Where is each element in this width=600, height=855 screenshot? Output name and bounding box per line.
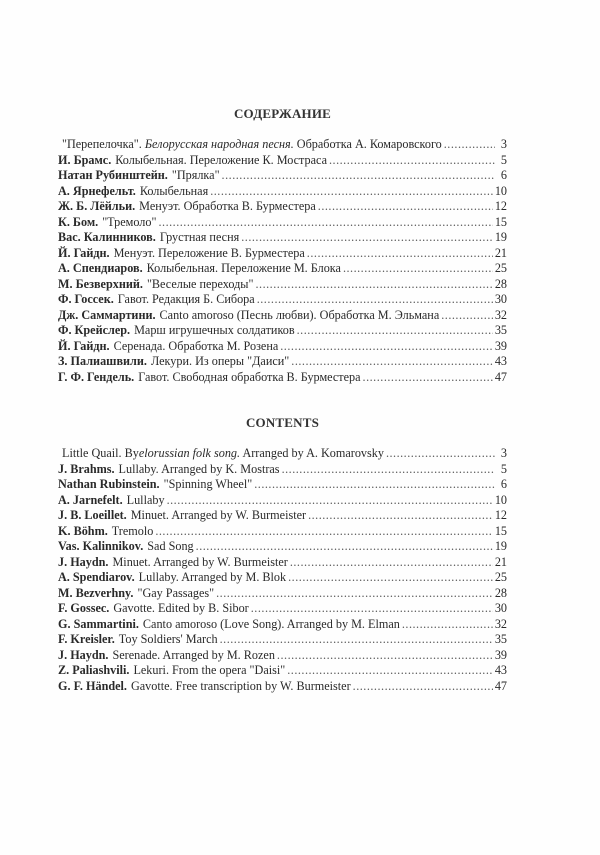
- page-number: 25: [494, 261, 507, 275]
- dot-leader: [291, 354, 493, 370]
- toc-entry: [58, 168, 507, 184]
- entry-author: G. Sammartini.: [58, 616, 139, 631]
- page-number: 19: [494, 539, 507, 553]
- toc-entry: [58, 524, 507, 540]
- toc-entry: [58, 246, 507, 262]
- toc-entry: [58, 601, 507, 617]
- entry-author: Натан Рубинштейн.: [58, 168, 168, 182]
- toc-entry: [58, 508, 507, 524]
- entry-title: Canto amoroso (Песнь любви). Обработка М. Эльмана: [159, 307, 440, 322]
- page-number: 15: [494, 523, 507, 538]
- entry-author: J. B. Loeillet.: [58, 508, 127, 522]
- entry-title: Minuet. Arranged by W. Burmeister: [112, 554, 288, 569]
- entry-title: Minuet. Arranged by W. Burmeister: [130, 508, 307, 522]
- page-number: 30: [494, 292, 507, 306]
- entry-title: "Gay Passages": [137, 585, 215, 600]
- page-number: 21: [494, 245, 507, 260]
- page-number: 10: [494, 492, 507, 507]
- entry-author: К. Бом.: [58, 214, 99, 229]
- section-heading: СОДЕРЖАНИЕ: [233, 106, 332, 121]
- toc-entry: [58, 570, 507, 586]
- entry-author: F. Gossec.: [58, 601, 110, 615]
- page-number: 30: [494, 601, 507, 615]
- page-number: 35: [494, 632, 507, 646]
- entry-title: Lekuri. From the opera "Daisi": [133, 663, 286, 677]
- entry-title: Менуэт. Переложение В. Бурместера: [113, 245, 305, 260]
- toc-entry: [58, 323, 507, 339]
- entry-italic: Белорусская народная песня.: [144, 137, 294, 151]
- toc-entry: [58, 308, 507, 324]
- toc-entry: [58, 199, 507, 215]
- entry-title: Колыбельная: [139, 183, 209, 198]
- dot-leader: [167, 493, 493, 509]
- dot-leader: [155, 524, 492, 540]
- toc-entry: [58, 477, 507, 493]
- entry-title: Лекури. Из оперы "Даиси": [150, 354, 290, 368]
- entry-title: Tremolo: [111, 523, 154, 538]
- page-number: 28: [494, 585, 507, 600]
- entry-author: M. Bezverhny.: [58, 585, 134, 600]
- page-number: 12: [494, 199, 507, 213]
- dot-leader: [210, 184, 493, 200]
- page-number: 15: [494, 214, 507, 229]
- entry-title: Lullaby. Arranged by M. Blok: [138, 570, 287, 584]
- toc-entry: [58, 261, 507, 277]
- entry-title: Gavotte. Edited by B. Sibor: [113, 601, 249, 615]
- page-number: 5: [500, 461, 507, 476]
- page-number: 32: [494, 616, 507, 631]
- toc-entry: [58, 493, 507, 509]
- entry-title: Gavotte. Free transcription by W. Burmeister: [130, 678, 351, 693]
- entry-title: "Веселые переходы": [146, 276, 254, 291]
- toc-entry: [58, 617, 507, 633]
- dot-leader: [216, 586, 493, 602]
- entry-title: Canto amoroso (Love Song). Arranged by M. Elman: [142, 616, 400, 631]
- toc-entry: [58, 648, 507, 664]
- entry-author: Г. Ф. Гендель.: [58, 369, 135, 384]
- page-number: 6: [500, 477, 507, 491]
- page-number: 10: [494, 183, 507, 198]
- entry-author: Ф. Госсек.: [58, 292, 114, 306]
- entry-title: "Прялка": [171, 168, 220, 182]
- dot-leader: [220, 632, 493, 648]
- dot-leader: [353, 679, 493, 695]
- entry-title: Serenade. Arranged by M. Rozen: [112, 647, 275, 662]
- dot-leader: [318, 199, 493, 215]
- dot-leader: [297, 323, 493, 339]
- entry-author: J. Brahms.: [58, 461, 115, 476]
- page-number: 5: [500, 152, 507, 167]
- toc-entry: [58, 679, 507, 695]
- entry-author: A. Spendiarov.: [58, 570, 135, 584]
- dot-leader: [287, 663, 493, 679]
- page-number: 35: [494, 323, 507, 337]
- dot-leader: [290, 555, 493, 571]
- entry-author: З. Палиашвили.: [58, 354, 147, 368]
- toc-entry: [58, 339, 507, 355]
- entry-title: Гавот. Редакция Б. Сибора: [117, 292, 255, 306]
- dot-leader: [329, 153, 495, 169]
- section-heading: CONTENTS: [245, 415, 320, 430]
- entry-author: Й. Гайдн.: [58, 338, 110, 353]
- toc-entry: [58, 230, 507, 246]
- entry-title: Гавот. Свободная обработка В. Бурместера: [138, 369, 361, 384]
- dot-leader: [363, 370, 493, 386]
- entry-author: А. Ярнефельт.: [58, 183, 136, 198]
- toc-entry: [58, 153, 507, 169]
- toc-entry: [58, 370, 507, 386]
- entry-author: Вас. Калинников.: [58, 230, 156, 244]
- entry-title: Серенада. Обработка М. Розена: [113, 338, 279, 353]
- page-number: 21: [494, 554, 507, 569]
- dot-leader: [308, 508, 493, 524]
- toc-entry: [58, 292, 507, 308]
- entry-title: "Spinning Wheel": [163, 477, 253, 491]
- entry-author: K. Böhm.: [58, 523, 108, 538]
- entry-author: J. Haydn.: [58, 647, 109, 662]
- toc-entry: [58, 277, 507, 293]
- toc-entry: [58, 137, 507, 153]
- dot-leader: [254, 477, 495, 493]
- entry-author: A. Jarnefelt.: [58, 492, 123, 507]
- dot-leader: [251, 601, 493, 617]
- dot-leader: [255, 277, 492, 293]
- entry-title: "Тремоло": [102, 214, 157, 229]
- entry-author: J. Haydn.: [58, 554, 109, 569]
- entry-author: Nathan Rubinstein.: [58, 477, 160, 491]
- page-number: 6: [500, 168, 507, 182]
- page-number: 12: [494, 508, 507, 522]
- entry-author: F. Kreisler.: [58, 632, 115, 646]
- toc-section-english: [58, 413, 507, 694]
- dot-leader: [402, 617, 493, 633]
- entry-author: Vas. Kalinnikov.: [58, 539, 144, 553]
- toc-entry: [58, 555, 507, 571]
- toc-entry: [58, 586, 507, 602]
- dot-leader: [441, 308, 493, 324]
- entry-author: Ф. Крейслер.: [58, 323, 131, 337]
- page-number: 25: [494, 570, 507, 584]
- dot-leader: [444, 137, 495, 153]
- toc-entry: [58, 184, 507, 200]
- page-number: 39: [494, 647, 507, 662]
- page-number: 43: [494, 354, 507, 368]
- page-number: 28: [494, 276, 507, 291]
- entry-author: Й. Гайдн.: [58, 245, 110, 260]
- dot-leader: [241, 230, 493, 246]
- toc-list: [58, 446, 507, 694]
- entry-title: Колыбельная. Переложение К. Мостраса: [115, 152, 327, 167]
- entry-author: А. Спендиаров.: [58, 261, 143, 275]
- entry-prefix: "Перепелочка".: [62, 137, 145, 151]
- dot-leader: [257, 292, 493, 308]
- entry-author: Z. Paliashvili.: [58, 663, 130, 677]
- dot-leader: [280, 339, 493, 355]
- entry-author: G. F. Händel.: [58, 678, 127, 693]
- entry-author: И. Брамс.: [58, 152, 112, 167]
- page-number: 32: [494, 307, 507, 322]
- toc-list: [58, 137, 507, 385]
- dot-leader: [196, 539, 493, 555]
- dot-leader: [282, 462, 495, 478]
- entry-title: Менуэт. Обработка В. Бурместера: [139, 199, 316, 213]
- entry-title: Lullaby. Arranged by K. Mostras: [118, 461, 280, 476]
- page-number: 47: [494, 678, 507, 693]
- dot-leader: [158, 215, 492, 231]
- toc-entry: [58, 215, 507, 231]
- entry-author: М. Безверхний.: [58, 276, 143, 291]
- page-number: 39: [494, 338, 507, 353]
- dot-leader: [343, 261, 493, 277]
- toc-entry: [58, 663, 507, 679]
- page-number: 47: [494, 369, 507, 384]
- toc-entry: [58, 632, 507, 648]
- entry-author: Ж. Б. Лёйльи.: [58, 199, 136, 213]
- toc-entry: [58, 539, 507, 555]
- entry-title: Arranged by A. Komarovsky: [240, 446, 384, 460]
- dot-leader: [307, 246, 493, 262]
- entry-title: Марш игрушечных солдатиков: [134, 323, 295, 337]
- entry-title: Обработка А. Комаровского: [293, 137, 442, 151]
- entry-title: Lullaby: [126, 492, 165, 507]
- entry-title: Грустная песня: [159, 230, 240, 244]
- dot-leader: [386, 446, 495, 462]
- dot-leader: [288, 570, 493, 586]
- entry-prefix: Little Quail. By: [62, 446, 139, 460]
- toc-entry: [58, 446, 507, 462]
- page-number: 43: [494, 663, 507, 677]
- entry-title: Toy Soldiers' March: [118, 632, 218, 646]
- toc-entry: [58, 462, 507, 478]
- toc-section-russian: [58, 104, 507, 385]
- entry-title: Sad Song: [147, 539, 194, 553]
- page-number: 3: [500, 137, 507, 151]
- dot-leader: [222, 168, 495, 184]
- page-number: 3: [500, 446, 507, 460]
- entry-title: Колыбельная. Переложение М. Блока: [146, 261, 341, 275]
- toc-entry: [58, 354, 507, 370]
- dot-leader: [277, 648, 493, 664]
- page-number: 19: [494, 230, 507, 244]
- entry-author: Дж. Саммартини.: [58, 307, 156, 322]
- entry-italic: elorussian folk song.: [138, 446, 241, 460]
